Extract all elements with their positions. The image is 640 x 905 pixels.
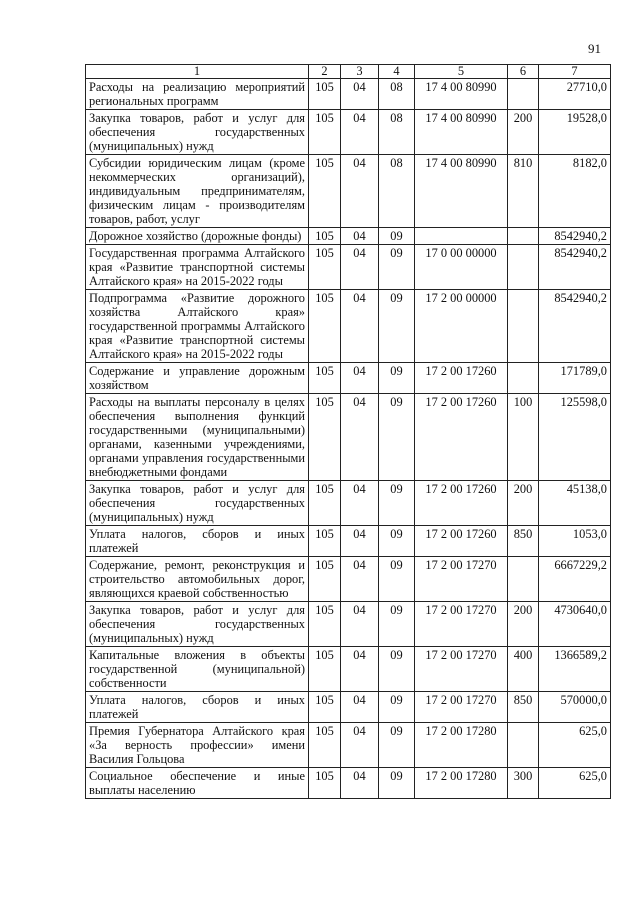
row-target-code: 17 2 00 17270	[415, 602, 508, 647]
row-target-code: 17 4 00 80990	[415, 110, 508, 155]
row-section: 04	[341, 692, 379, 723]
row-amount: 8542940,2	[539, 290, 611, 363]
row-subsection: 09	[379, 723, 415, 768]
row-subsection: 09	[379, 394, 415, 481]
row-expense-type: 100	[508, 394, 539, 481]
row-section: 04	[341, 723, 379, 768]
table-row	[86, 290, 611, 363]
row-name: Расходы на выплаты персоналу в целях обеспечения выполнения функций государственными (муниципальными) органами, казенными учреждениями, органами управления государственными внебюджетными фондами	[86, 394, 309, 481]
row-subsection: 09	[379, 481, 415, 526]
col-header-2: 2	[309, 65, 341, 79]
row-expense-type: 200	[508, 481, 539, 526]
row-expense-type: 300	[508, 768, 539, 799]
row-amount: 1366589,2	[539, 647, 611, 692]
row-section: 04	[341, 768, 379, 799]
row-amount: 125598,0	[539, 394, 611, 481]
row-target-code	[415, 228, 508, 245]
row-section: 04	[341, 647, 379, 692]
row-ministry: 105	[309, 557, 341, 602]
row-ministry: 105	[309, 723, 341, 768]
row-amount: 570000,0	[539, 692, 611, 723]
row-target-code: 17 4 00 80990	[415, 155, 508, 228]
row-expense-type: 200	[508, 602, 539, 647]
table-row	[86, 481, 611, 526]
row-section: 04	[341, 557, 379, 602]
row-target-code: 17 2 00 17280	[415, 723, 508, 768]
row-expense-type: 200	[508, 110, 539, 155]
row-subsection: 09	[379, 768, 415, 799]
row-amount: 27710,0	[539, 79, 611, 110]
row-name: Уплата налогов, сборов и иных платежей	[86, 692, 309, 723]
row-amount: 625,0	[539, 723, 611, 768]
row-ministry: 105	[309, 245, 341, 290]
row-ministry: 105	[309, 692, 341, 723]
row-amount: 8542940,2	[539, 228, 611, 245]
row-section: 04	[341, 602, 379, 647]
row-subsection: 08	[379, 79, 415, 110]
row-section: 04	[341, 290, 379, 363]
table-row	[86, 647, 611, 692]
row-amount: 8542940,2	[539, 245, 611, 290]
table-row	[86, 526, 611, 557]
row-section: 04	[341, 481, 379, 526]
col-header-5: 5	[415, 65, 508, 79]
row-amount: 171789,0	[539, 363, 611, 394]
row-subsection: 09	[379, 557, 415, 602]
row-subsection: 09	[379, 602, 415, 647]
col-header-3: 3	[341, 65, 379, 79]
row-section: 04	[341, 155, 379, 228]
row-ministry: 105	[309, 526, 341, 557]
row-ministry: 105	[309, 155, 341, 228]
row-expense-type	[508, 290, 539, 363]
row-target-code: 17 2 00 17260	[415, 526, 508, 557]
row-amount: 45138,0	[539, 481, 611, 526]
row-expense-type	[508, 723, 539, 768]
table-header-row	[86, 65, 611, 79]
row-name: Закупка товаров, работ и услуг для обеспечения государственных (муниципальных) нужд	[86, 481, 309, 526]
row-ministry: 105	[309, 768, 341, 799]
row-target-code: 17 2 00 17270	[415, 692, 508, 723]
row-name: Расходы на реализацию мероприятий региональных программ	[86, 79, 309, 110]
row-amount: 8182,0	[539, 155, 611, 228]
page-number: 91	[588, 41, 601, 56]
row-expense-type	[508, 228, 539, 245]
table-row	[86, 394, 611, 481]
row-section: 04	[341, 363, 379, 394]
row-target-code: 17 2 00 17260	[415, 481, 508, 526]
row-section: 04	[341, 228, 379, 245]
row-section: 04	[341, 110, 379, 155]
row-subsection: 09	[379, 228, 415, 245]
row-section: 04	[341, 79, 379, 110]
table-row	[86, 768, 611, 799]
row-section: 04	[341, 245, 379, 290]
row-name: Закупка товаров, работ и услуг для обеспечения государственных (муниципальных) нужд	[86, 602, 309, 647]
row-ministry: 105	[309, 228, 341, 245]
row-amount: 6667229,2	[539, 557, 611, 602]
row-name: Закупка товаров, работ и услуг для обеспечения государственных (муниципальных) нужд	[86, 110, 309, 155]
row-section: 04	[341, 394, 379, 481]
table-row	[86, 110, 611, 155]
row-target-code: 17 2 00 17270	[415, 647, 508, 692]
row-amount: 625,0	[539, 768, 611, 799]
table-row	[86, 245, 611, 290]
row-subsection: 09	[379, 363, 415, 394]
row-name: Содержание и управление дорожным хозяйством	[86, 363, 309, 394]
budget-table	[85, 64, 611, 799]
row-ministry: 105	[309, 79, 341, 110]
row-subsection: 09	[379, 692, 415, 723]
row-name: Капитальные вложения в объекты государственной (муниципальной) собственности	[86, 647, 309, 692]
row-amount: 1053,0	[539, 526, 611, 557]
row-expense-type	[508, 245, 539, 290]
col-header-1: 1	[86, 65, 309, 79]
row-expense-type: 850	[508, 692, 539, 723]
row-amount: 4730640,0	[539, 602, 611, 647]
col-header-7: 7	[539, 65, 611, 79]
row-ministry: 105	[309, 394, 341, 481]
row-ministry: 105	[309, 481, 341, 526]
row-ministry: 105	[309, 290, 341, 363]
row-target-code: 17 2 00 17260	[415, 363, 508, 394]
row-expense-type	[508, 363, 539, 394]
row-expense-type: 400	[508, 647, 539, 692]
table-row	[86, 79, 611, 110]
row-name: Премия Губернатора Алтайского края «За верность профессии» имени Василия Гольцова	[86, 723, 309, 768]
table-row	[86, 602, 611, 647]
row-name: Государственная программа Алтайского края «Развитие транспортной системы Алтайского края» на 2015-2022 годы	[86, 245, 309, 290]
row-expense-type	[508, 557, 539, 602]
row-target-code: 17 4 00 80990	[415, 79, 508, 110]
table-body	[86, 79, 611, 799]
table-row	[86, 155, 611, 228]
row-target-code: 17 2 00 17270	[415, 557, 508, 602]
row-expense-type: 850	[508, 526, 539, 557]
row-subsection: 09	[379, 647, 415, 692]
row-name: Уплата налогов, сборов и иных платежей	[86, 526, 309, 557]
row-name: Социальное обеспечение и иные выплаты населению	[86, 768, 309, 799]
table-row	[86, 557, 611, 602]
row-subsection: 09	[379, 290, 415, 363]
row-subsection: 09	[379, 245, 415, 290]
row-ministry: 105	[309, 363, 341, 394]
row-subsection: 08	[379, 155, 415, 228]
row-target-code: 17 2 00 17280	[415, 768, 508, 799]
row-name: Дорожное хозяйство (дорожные фонды)	[86, 228, 309, 245]
row-target-code: 17 2 00 00000	[415, 290, 508, 363]
row-target-code: 17 2 00 17260	[415, 394, 508, 481]
table-row	[86, 228, 611, 245]
row-subsection: 08	[379, 110, 415, 155]
row-expense-type: 810	[508, 155, 539, 228]
row-name: Содержание, ремонт, реконструкция и строительство автомобильных дорог, являющихся краевой собственностью	[86, 557, 309, 602]
table-row	[86, 692, 611, 723]
col-header-4: 4	[379, 65, 415, 79]
row-name: Подпрограмма «Развитие дорожного хозяйства Алтайского края» государственной программы Алтайского края «Развитие транспортной системы Алтайского края» на 2015-2022 годы	[86, 290, 309, 363]
row-ministry: 105	[309, 110, 341, 155]
row-expense-type	[508, 79, 539, 110]
table-row	[86, 363, 611, 394]
row-amount: 19528,0	[539, 110, 611, 155]
col-header-6: 6	[508, 65, 539, 79]
row-subsection: 09	[379, 526, 415, 557]
row-target-code: 17 0 00 00000	[415, 245, 508, 290]
table-row	[86, 723, 611, 768]
row-section: 04	[341, 526, 379, 557]
row-ministry: 105	[309, 647, 341, 692]
row-ministry: 105	[309, 602, 341, 647]
row-name: Субсидии юридическим лицам (кроме некоммерческих организаций), индивидуальным предпринимателям, физическим лицам - производителям товаров, работ, услуг	[86, 155, 309, 228]
